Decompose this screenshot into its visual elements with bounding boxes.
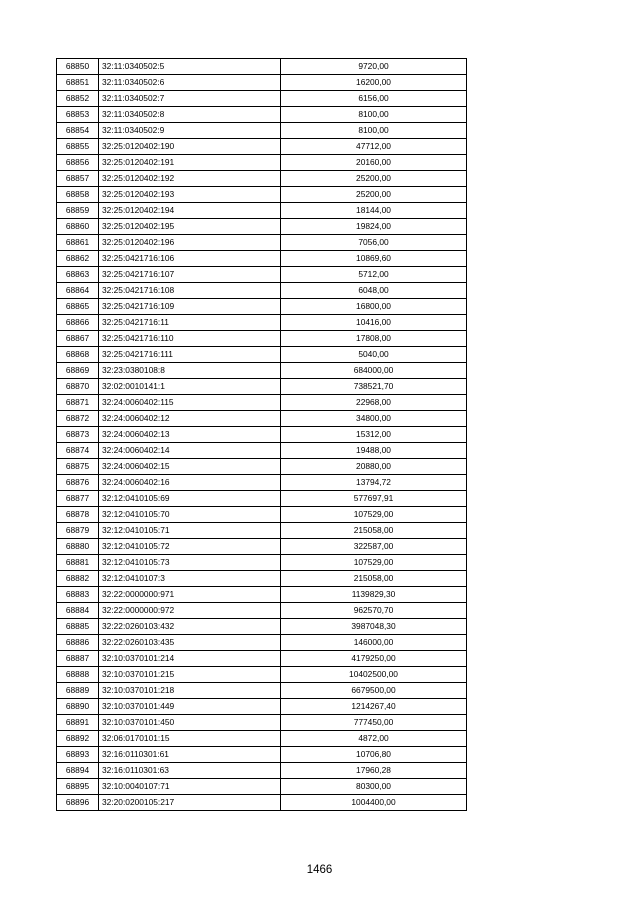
table-row (57, 523, 467, 539)
value-cell: 1139829,30 (281, 587, 467, 603)
cadastral-number-cell: 32:02:0010141:1 (99, 379, 281, 395)
cadastral-number-cell: 32:25:0421716:107 (99, 267, 281, 283)
table-row (57, 427, 467, 443)
row-number-cell: 68896 (57, 795, 99, 811)
row-number-cell: 68861 (57, 235, 99, 251)
cadastral-number-cell: 32:25:0421716:110 (99, 331, 281, 347)
cadastral-number-cell: 32:24:0060402:15 (99, 459, 281, 475)
value-cell: 4872,00 (281, 731, 467, 747)
row-number-cell: 68895 (57, 779, 99, 795)
row-number-cell: 68866 (57, 315, 99, 331)
row-number-cell: 68877 (57, 491, 99, 507)
table-row (57, 763, 467, 779)
value-cell: 6048,00 (281, 283, 467, 299)
row-number-cell: 68862 (57, 251, 99, 267)
table-row (57, 651, 467, 667)
row-number-cell: 68879 (57, 523, 99, 539)
value-cell: 10402500,00 (281, 667, 467, 683)
row-number-cell: 68857 (57, 171, 99, 187)
row-number-cell: 68860 (57, 219, 99, 235)
cadastral-number-cell: 32:10:0370101:218 (99, 683, 281, 699)
row-number-cell: 68886 (57, 635, 99, 651)
table-row (57, 539, 467, 555)
cadastral-number-cell: 32:20:0200105:217 (99, 795, 281, 811)
cadastral-number-cell: 32:25:0120402:194 (99, 203, 281, 219)
cadastral-number-cell: 32:06:0170101:15 (99, 731, 281, 747)
cadastral-number-cell: 32:25:0120402:191 (99, 155, 281, 171)
row-number-cell: 68878 (57, 507, 99, 523)
table-row (57, 635, 467, 651)
value-cell: 962570,70 (281, 603, 467, 619)
row-number-cell: 68865 (57, 299, 99, 315)
table-row (57, 235, 467, 251)
row-number-cell: 68867 (57, 331, 99, 347)
row-number-cell: 68850 (57, 59, 99, 75)
row-number-cell: 68864 (57, 283, 99, 299)
cadastral-number-cell: 32:24:0060402:13 (99, 427, 281, 443)
table-row (57, 91, 467, 107)
row-number-cell: 68854 (57, 123, 99, 139)
cadastral-number-cell: 32:22:0260103:432 (99, 619, 281, 635)
table-row (57, 283, 467, 299)
cadastral-number-cell: 32:12:0410105:73 (99, 555, 281, 571)
table-row (57, 123, 467, 139)
cadastral-number-cell: 32:22:0000000:972 (99, 603, 281, 619)
value-cell: 322587,00 (281, 539, 467, 555)
cadastral-number-cell: 32:25:0120402:190 (99, 139, 281, 155)
cadastral-number-cell: 32:11:0340502:8 (99, 107, 281, 123)
cadastral-number-cell: 32:25:0120402:195 (99, 219, 281, 235)
value-cell: 8100,00 (281, 107, 467, 123)
table-row (57, 795, 467, 811)
row-number-cell: 68891 (57, 715, 99, 731)
table-row (57, 187, 467, 203)
value-cell: 8100,00 (281, 123, 467, 139)
row-number-cell: 68870 (57, 379, 99, 395)
cadastral-number-cell: 32:24:0060402:14 (99, 443, 281, 459)
table-row (57, 747, 467, 763)
value-cell: 34800,00 (281, 411, 467, 427)
table-body (57, 59, 467, 811)
value-cell: 22968,00 (281, 395, 467, 411)
table-row (57, 331, 467, 347)
value-cell: 7056,00 (281, 235, 467, 251)
row-number-cell: 68892 (57, 731, 99, 747)
row-number-cell: 68883 (57, 587, 99, 603)
value-cell: 577697,91 (281, 491, 467, 507)
cadastral-number-cell: 32:23:0380108:8 (99, 363, 281, 379)
row-number-cell: 68858 (57, 187, 99, 203)
value-cell: 80300,00 (281, 779, 467, 795)
table-row (57, 59, 467, 75)
cadastral-number-cell: 32:16:0110301:63 (99, 763, 281, 779)
value-cell: 1004400,00 (281, 795, 467, 811)
table-row (57, 395, 467, 411)
cadastral-number-cell: 32:10:0370101:214 (99, 651, 281, 667)
value-cell: 107529,00 (281, 555, 467, 571)
cadastral-number-cell: 32:25:0421716:111 (99, 347, 281, 363)
value-cell: 10416,00 (281, 315, 467, 331)
table-row (57, 475, 467, 491)
table-row (57, 299, 467, 315)
table-row (57, 699, 467, 715)
value-cell: 19488,00 (281, 443, 467, 459)
value-cell: 4179250,00 (281, 651, 467, 667)
table-row (57, 139, 467, 155)
table-row (57, 459, 467, 475)
table-row (57, 555, 467, 571)
row-number-cell: 68893 (57, 747, 99, 763)
cadastral-number-cell: 32:24:0060402:16 (99, 475, 281, 491)
value-cell: 19824,00 (281, 219, 467, 235)
table-row (57, 779, 467, 795)
row-number-cell: 68889 (57, 683, 99, 699)
value-cell: 17960,28 (281, 763, 467, 779)
value-cell: 738521,70 (281, 379, 467, 395)
table-row (57, 171, 467, 187)
row-number-cell: 68869 (57, 363, 99, 379)
row-number-cell: 68856 (57, 155, 99, 171)
value-cell: 10869,60 (281, 251, 467, 267)
table-row (57, 411, 467, 427)
cadastral-number-cell: 32:12:0410105:71 (99, 523, 281, 539)
table-row (57, 75, 467, 91)
row-number-cell: 68894 (57, 763, 99, 779)
page-number: 1466 (306, 864, 333, 876)
value-cell: 215058,00 (281, 523, 467, 539)
cadastral-number-cell: 32:25:0120402:192 (99, 171, 281, 187)
cadastral-number-cell: 32:12:0410107:3 (99, 571, 281, 587)
row-number-cell: 68884 (57, 603, 99, 619)
value-cell: 1214267,40 (281, 699, 467, 715)
cadastral-number-cell: 32:10:0370101:449 (99, 699, 281, 715)
value-cell: 10706,80 (281, 747, 467, 763)
cadastral-number-cell: 32:12:0410105:70 (99, 507, 281, 523)
table-row (57, 715, 467, 731)
value-cell: 16200,00 (281, 75, 467, 91)
table-row (57, 347, 467, 363)
row-number-cell: 68887 (57, 651, 99, 667)
cadastral-number-cell: 32:25:0120402:193 (99, 187, 281, 203)
table-row (57, 667, 467, 683)
value-cell: 9720,00 (281, 59, 467, 75)
cadastral-number-cell: 32:25:0421716:108 (99, 283, 281, 299)
row-number-cell: 68851 (57, 75, 99, 91)
table-row (57, 203, 467, 219)
cadastral-number-cell: 32:25:0421716:11 (99, 315, 281, 331)
row-number-cell: 68876 (57, 475, 99, 491)
value-cell: 25200,00 (281, 171, 467, 187)
value-cell: 5712,00 (281, 267, 467, 283)
cadastral-number-cell: 32:24:0060402:12 (99, 411, 281, 427)
cadastral-number-cell: 32:11:0340502:9 (99, 123, 281, 139)
row-number-cell: 68859 (57, 203, 99, 219)
table-row (57, 731, 467, 747)
value-cell: 777450,00 (281, 715, 467, 731)
table-row (57, 107, 467, 123)
row-number-cell: 68873 (57, 427, 99, 443)
value-cell: 17808,00 (281, 331, 467, 347)
cadastral-number-cell: 32:25:0421716:106 (99, 251, 281, 267)
data-table (56, 58, 467, 811)
value-cell: 107529,00 (281, 507, 467, 523)
table-row (57, 219, 467, 235)
cadastral-number-cell: 32:10:0040107:71 (99, 779, 281, 795)
value-cell: 215058,00 (281, 571, 467, 587)
value-cell: 146000,00 (281, 635, 467, 651)
value-cell: 13794,72 (281, 475, 467, 491)
cadastral-number-cell: 32:12:0410105:69 (99, 491, 281, 507)
cadastral-number-cell: 32:12:0410105:72 (99, 539, 281, 555)
table-row (57, 491, 467, 507)
table-row (57, 571, 467, 587)
table-row (57, 683, 467, 699)
value-cell: 16800,00 (281, 299, 467, 315)
row-number-cell: 68868 (57, 347, 99, 363)
row-number-cell: 68863 (57, 267, 99, 283)
row-number-cell: 68890 (57, 699, 99, 715)
row-number-cell: 68881 (57, 555, 99, 571)
row-number-cell: 68888 (57, 667, 99, 683)
cadastral-number-cell: 32:25:0120402:196 (99, 235, 281, 251)
table-row (57, 251, 467, 267)
value-cell: 20880,00 (281, 459, 467, 475)
table-row (57, 619, 467, 635)
value-cell: 20160,00 (281, 155, 467, 171)
cadastral-number-cell: 32:22:0000000:971 (99, 587, 281, 603)
row-number-cell: 68874 (57, 443, 99, 459)
cadastral-number-cell: 32:11:0340502:5 (99, 59, 281, 75)
table-row (57, 267, 467, 283)
row-number-cell: 68853 (57, 107, 99, 123)
value-cell: 18144,00 (281, 203, 467, 219)
cadastral-number-cell: 32:11:0340502:7 (99, 91, 281, 107)
table-row (57, 507, 467, 523)
table-row (57, 603, 467, 619)
cadastral-number-cell: 32:24:0060402:115 (99, 395, 281, 411)
row-number-cell: 68882 (57, 571, 99, 587)
cadastral-number-cell: 32:25:0421716:109 (99, 299, 281, 315)
row-number-cell: 68855 (57, 139, 99, 155)
value-cell: 3987048,30 (281, 619, 467, 635)
row-number-cell: 68871 (57, 395, 99, 411)
table-row (57, 379, 467, 395)
cadastral-number-cell: 32:22:0260103:435 (99, 635, 281, 651)
row-number-cell: 68875 (57, 459, 99, 475)
value-cell: 5040,00 (281, 347, 467, 363)
cadastral-number-cell: 32:11:0340502:6 (99, 75, 281, 91)
value-cell: 6679500,00 (281, 683, 467, 699)
value-cell: 15312,00 (281, 427, 467, 443)
value-cell: 25200,00 (281, 187, 467, 203)
row-number-cell: 68852 (57, 91, 99, 107)
table-row (57, 315, 467, 331)
table-row (57, 363, 467, 379)
value-cell: 684000,00 (281, 363, 467, 379)
cadastral-number-cell: 32:10:0370101:450 (99, 715, 281, 731)
value-cell: 6156,00 (281, 91, 467, 107)
row-number-cell: 68885 (57, 619, 99, 635)
table-row (57, 443, 467, 459)
value-cell: 47712,00 (281, 139, 467, 155)
row-number-cell: 68872 (57, 411, 99, 427)
cadastral-number-cell: 32:16:0110301:61 (99, 747, 281, 763)
row-number-cell: 68880 (57, 539, 99, 555)
table-row (57, 587, 467, 603)
cadastral-number-cell: 32:10:0370101:215 (99, 667, 281, 683)
table-row (57, 155, 467, 171)
